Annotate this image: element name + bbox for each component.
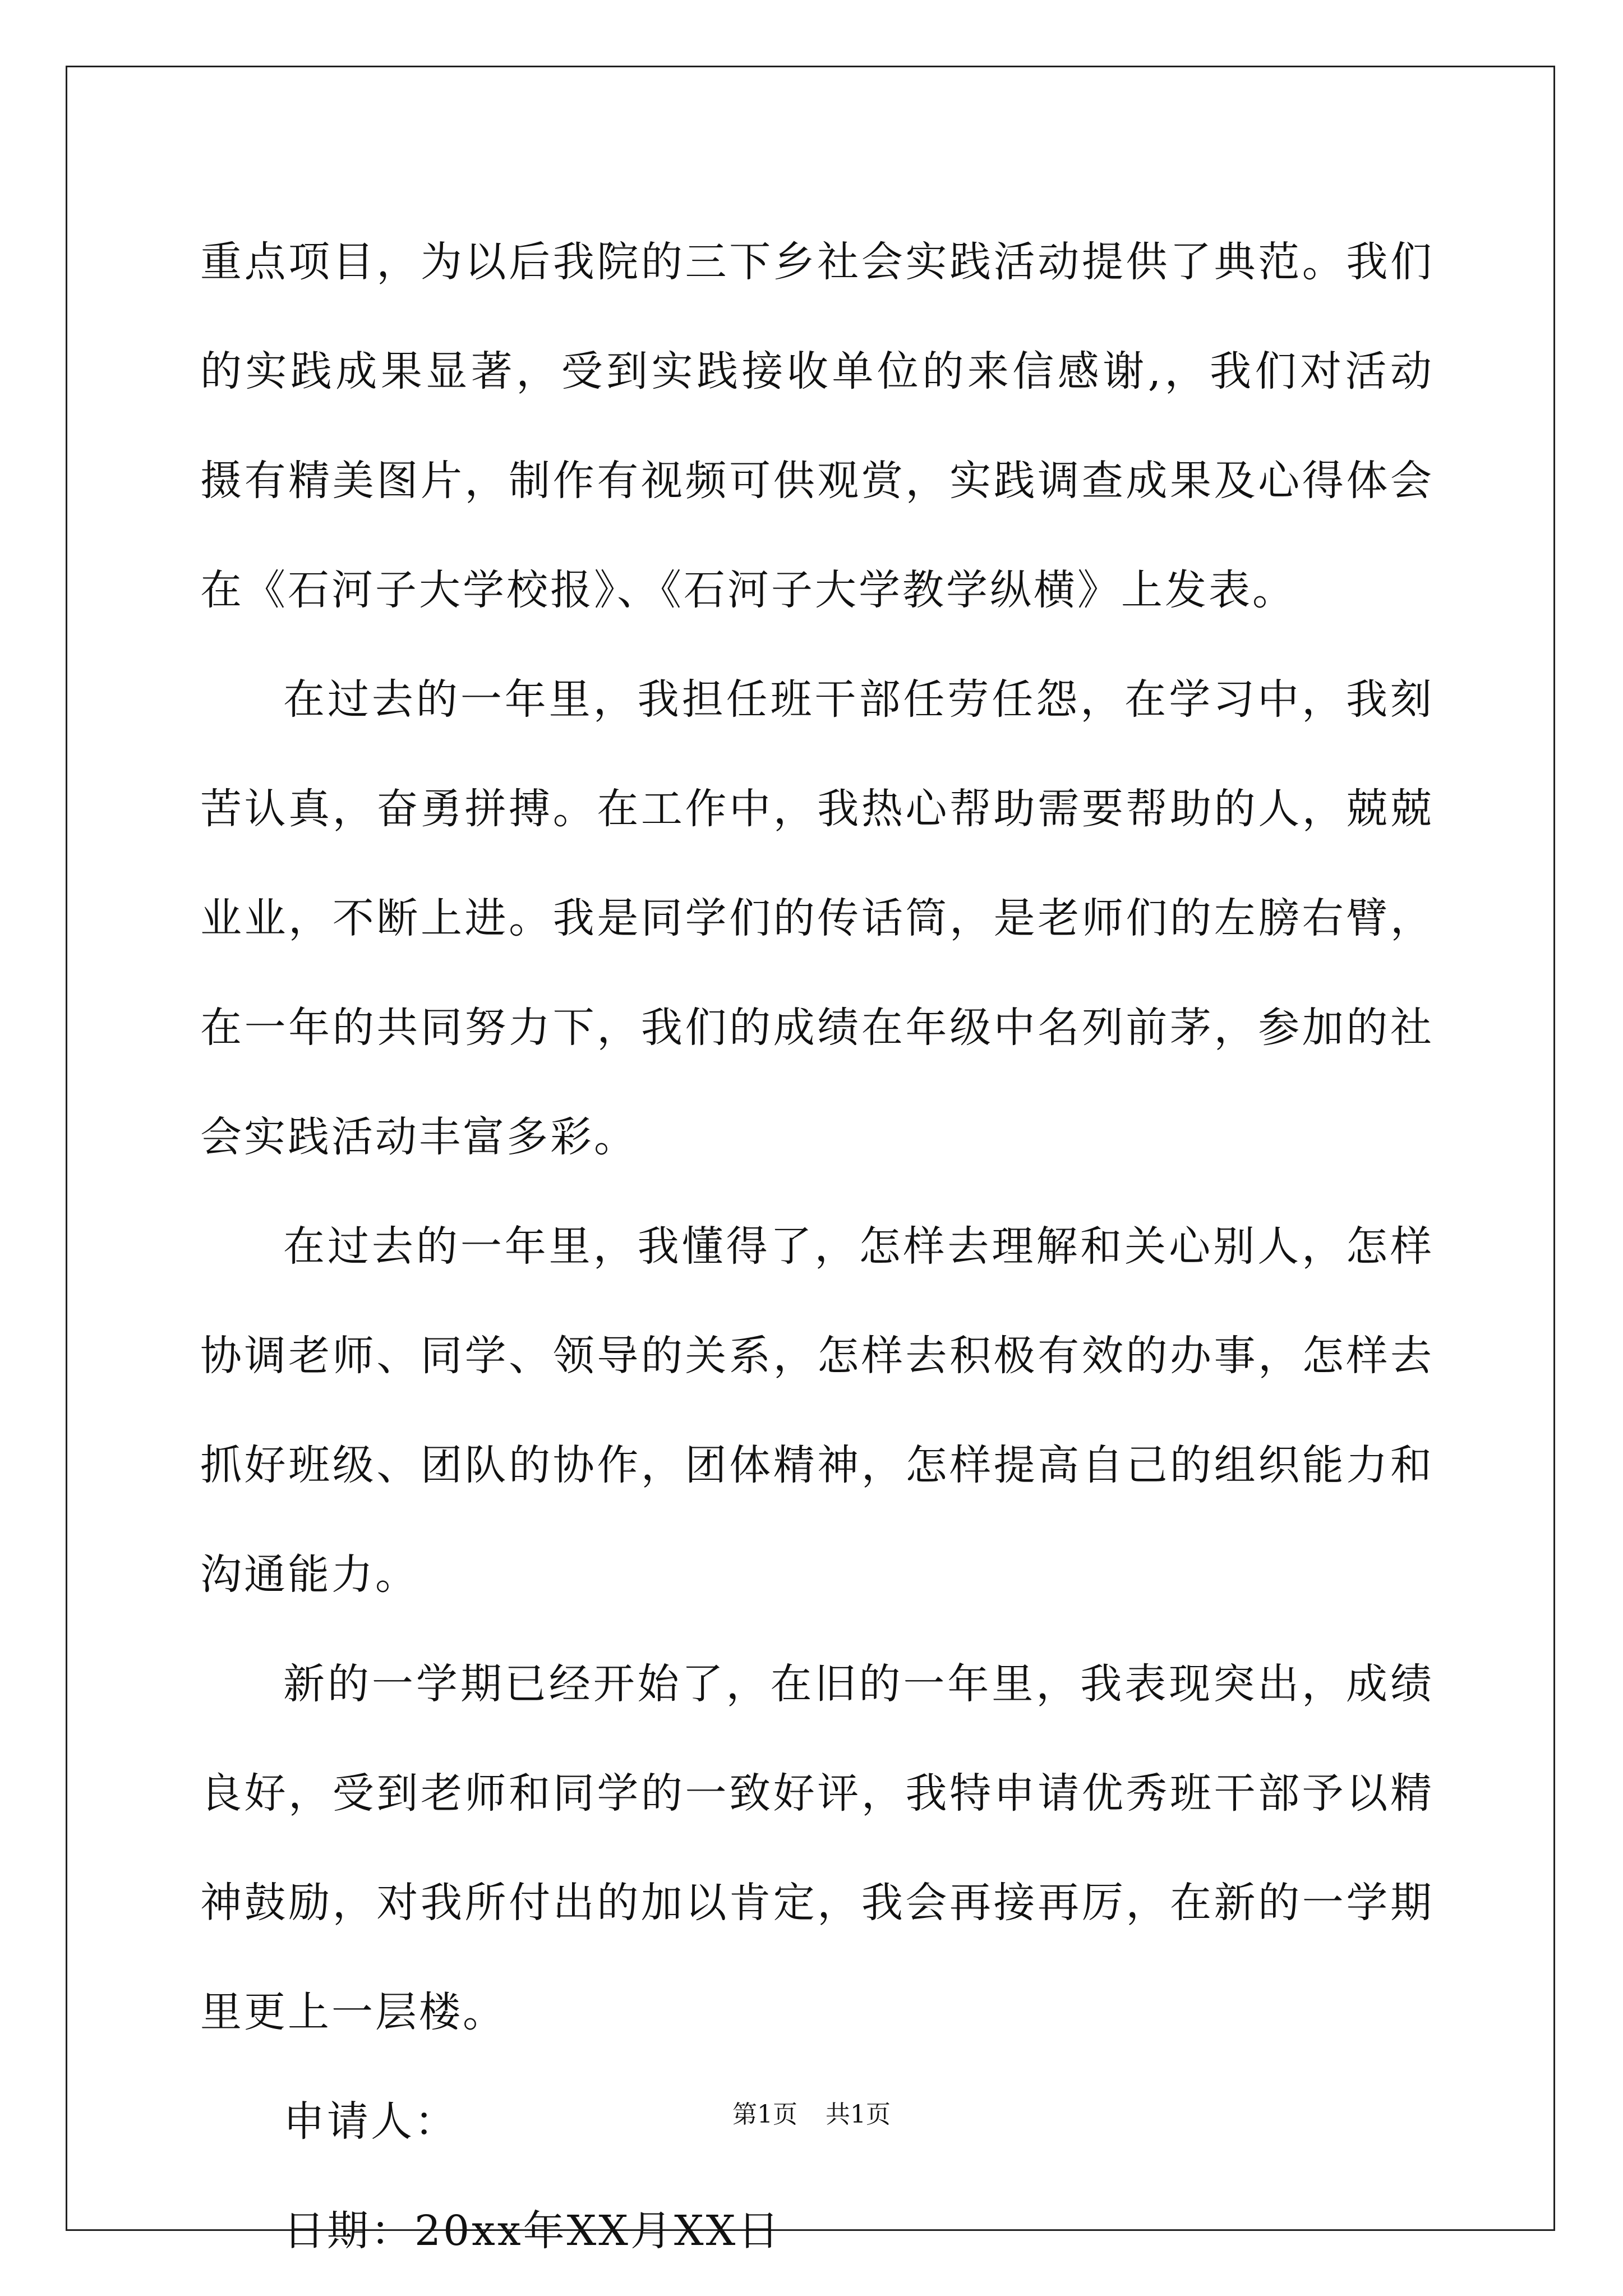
date-line: 日期：20xx年XX月XX日 <box>283 2207 782 2255</box>
paragraph-1: 重点项目，为以后我院的三下乡社会实践活动提供了典范。我们的实践成果显著，受到实践接收单位的来信感谢,，我们对活动摄有精美图片，制作有视频可供观赏，实践调查成果及心得体会在《石河子大学校报》、《石河子大学教学纵横》上发表。 <box>200 238 1434 614</box>
paragraph-4: 新的一学期已经开始了，在旧的一年里，我表现突出，成绩良好，受到老师和同学的一致好评，我特申请优秀班干部予以精神鼓励，对我所付出的加以肯定，我会再接再厉，在新的一学期里更上一层楼。 <box>200 1660 1434 2036</box>
page-footer <box>0 2098 1623 2132</box>
document-body <box>200 208 1434 2286</box>
paragraph-2: 在过去的一年里，我担任班干部任劳任怨，在学习中，我刻苦认真，奋勇拼搏。在工作中，我热心帮助需要帮助的人，兢兢业业，不断上进。我是同学们的传话筒，是老师们的左膀右臂，在一年的共同努力下，我们的成绩在年级中名列前茅，参加的社会实践活动丰富多彩。 <box>200 675 1434 1161</box>
page-total: 共1页 <box>826 2100 891 2129</box>
applicant-label: 申请人： <box>283 2097 458 2146</box>
paragraph-3: 在过去的一年里，我懂得了，怎样去理解和关心别人，怎样协调老师、同学、领导的关系，怎样去积极有效的办事，怎样去抓好班级、团队的协作，团体精神，怎样提高自己的组织能力和沟通能力。 <box>200 1222 1434 1599</box>
page-current: 第1页 <box>732 2100 797 2129</box>
